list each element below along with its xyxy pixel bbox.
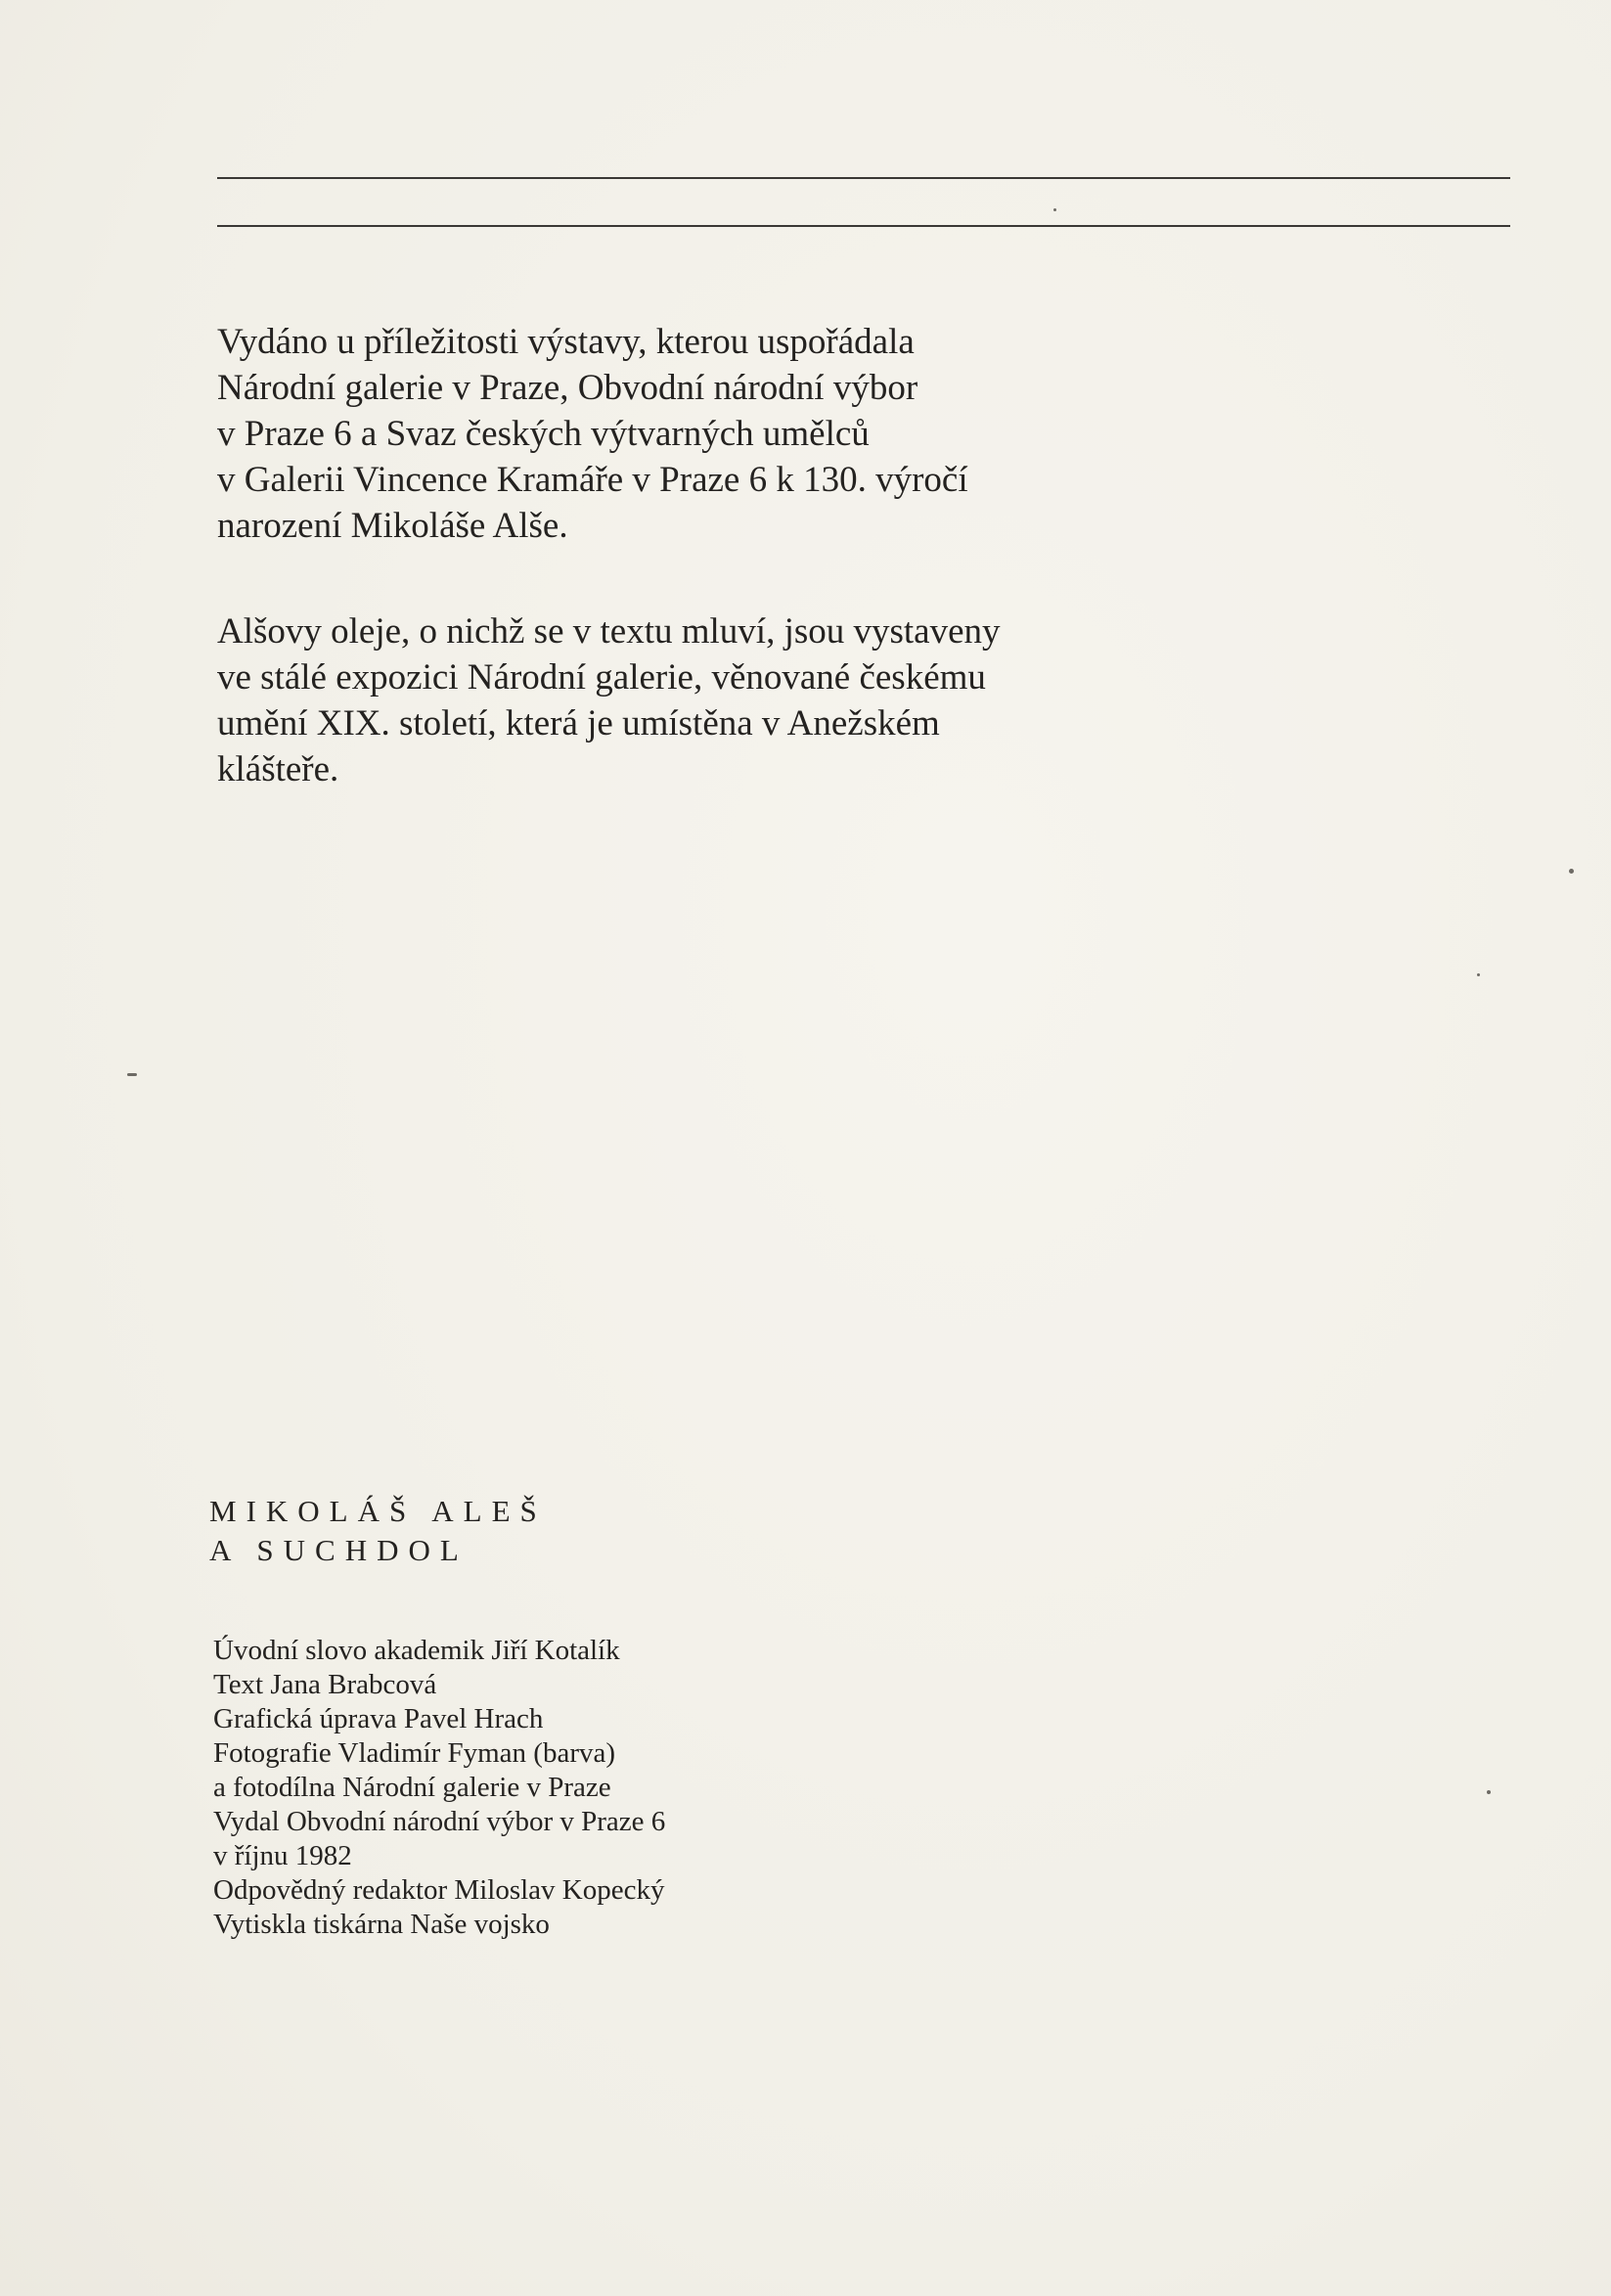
text-line: narození Mikoláše Alše. [217, 506, 568, 546]
top-rule-line [217, 177, 1510, 179]
paper-speck [1487, 1790, 1491, 1794]
text-line: ve stálé expozici Národní galerie, věnované českému [217, 657, 986, 698]
publication-note-paragraph [217, 319, 968, 549]
book-title [209, 1492, 547, 1570]
credit-line: Text Jana Brabcová [213, 1669, 437, 1700]
text-line: v Galerii Vincence Kramáře v Praze 6 k 130. výročí [217, 460, 968, 500]
text-line: Vydáno u příležitosti výstavy, kterou uspořádala [217, 322, 915, 362]
credit-line: v říjnu 1982 [213, 1840, 352, 1871]
credit-line: a fotodílna Národní galerie v Praze [213, 1772, 611, 1803]
colophon-credits [213, 1634, 665, 1942]
paper-speck [1477, 973, 1480, 976]
text-line: Alšovy oleje, o nichž se v textu mluví, jsou vystaveny [217, 611, 1001, 652]
paper-speck [1053, 208, 1056, 211]
credit-line: Fotografie Vladimír Fyman (barva) [213, 1737, 615, 1769]
paper-speck [1569, 869, 1574, 874]
credit-line: Vytiskla tiskárna Naše vojsko [213, 1909, 550, 1940]
exhibition-note-paragraph [217, 608, 1001, 792]
credit-line: Odpovědný redaktor Miloslav Kopecký [213, 1874, 665, 1906]
credit-line: Grafická úprava Pavel Hrach [213, 1703, 544, 1734]
second-rule-line [217, 225, 1510, 227]
text-line: klášteře. [217, 749, 339, 789]
book-title-line-1: MIKOLÁŠ ALEŠ [209, 1494, 547, 1528]
text-line: Národní galerie v Praze, Obvodní národní výbor [217, 368, 918, 408]
text-line: v Praze 6 a Svaz českých výtvarných umělců [217, 414, 870, 454]
text-line: umění XIX. století, která je umístěna v Anežském [217, 703, 940, 743]
paper-speck [127, 1073, 137, 1076]
credit-line: Vydal Obvodní národní výbor v Praze 6 [213, 1806, 666, 1837]
credit-line: Úvodní slovo akademik Jiří Kotalík [213, 1635, 620, 1666]
book-title-line-2: A SUCHDOL [209, 1533, 469, 1567]
